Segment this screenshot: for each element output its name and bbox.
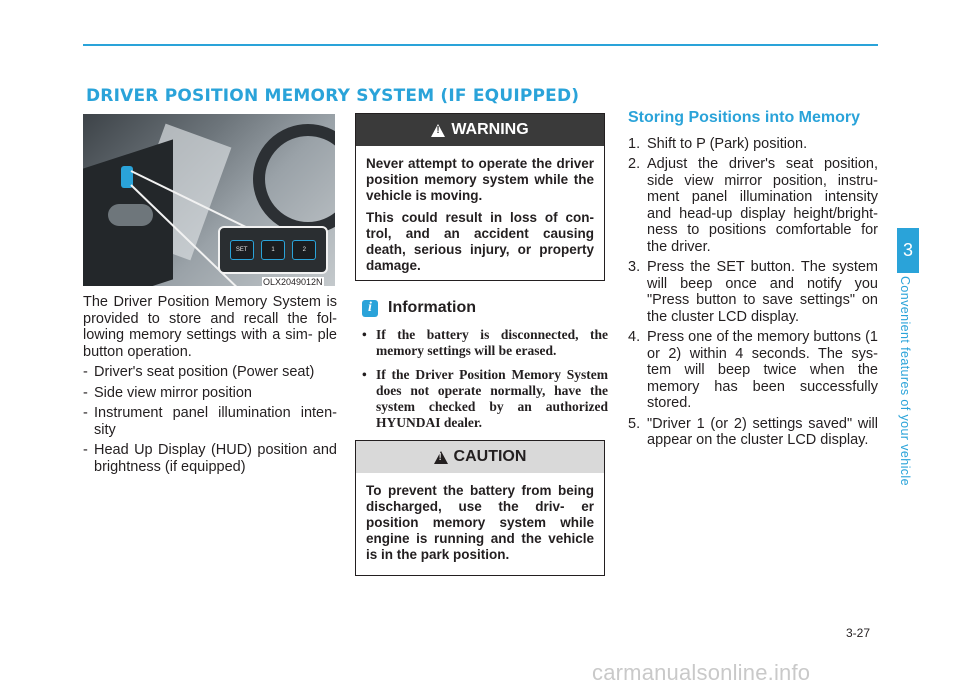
list-item: • If the Driver Position Memory System does not operate normally, have the system checked by an authorized HYUNDAI dealer. — [362, 367, 608, 430]
information-section — [362, 299, 608, 439]
memory-button-callout — [218, 226, 328, 274]
step-item: 1. Shift to P (Park) position. — [628, 135, 808, 152]
warning-box — [355, 113, 605, 281]
information-header — [362, 299, 608, 317]
list-item: - Driver's seat position (Power seat) — [83, 364, 315, 380]
step-item: 5. "Driver 1 (or 2) settings saved" will appear on the cluster LCD display. — [628, 415, 878, 448]
intro-section — [83, 294, 337, 479]
chapter-tab[interactable]: 3 — [897, 228, 919, 273]
caution-icon: ! — [434, 451, 448, 464]
page-number: 3-27 — [846, 626, 871, 640]
caution-title: CAUTION — [453, 448, 527, 465]
top-rule — [83, 44, 878, 46]
caution-paragraph: To prevent the battery from being discharged, use the driv- er position memory system while engine is running and the vehicle is in the park position. — [366, 483, 594, 562]
information-title: Information — [388, 299, 476, 316]
watermark: carmanualsonline.info — [592, 660, 811, 685]
warning-icon: ! — [431, 124, 445, 137]
list-item: • If the battery is disconnected, the memory settings will be erased. — [362, 327, 608, 358]
set-button-illustration: SET — [230, 240, 254, 260]
warning-paragraph: This could result in loss of con- trol, and an accident causing death, serious injury, or property damage. — [366, 210, 594, 273]
warning-body — [356, 146, 604, 288]
figure-code: OLX2049012N — [263, 277, 323, 287]
step-item: 4. Press one of the memory buttons (1 or 2) within 4 seconds. The sys- tem will beep twice when the memory has been successfully stored. — [628, 329, 878, 411]
list-item: - Instrument panel illumination inten- sity — [83, 405, 337, 438]
step-item: 3. Press the SET button. The system will beep once and notify you "Press button to save settings" on the cluster LCD display. — [628, 259, 878, 325]
door-handle — [108, 204, 153, 226]
memory-2-button-illustration: 2 — [292, 240, 316, 260]
intro-paragraph: The Driver Position Memory System is provided to store and recall the fol- lowing memory settings with a sim- ple button operation. — [83, 294, 337, 360]
storing-section — [628, 110, 878, 453]
caution-body — [356, 473, 604, 577]
storing-steps — [628, 136, 878, 449]
section-title: DRIVER POSITION MEMORY SYSTEM (IF EQUIPPED) — [86, 86, 580, 106]
warning-title: WARNING — [451, 121, 529, 138]
memory-1-button-illustration: 1 — [261, 240, 285, 260]
list-item: - Head Up Display (HUD) position and brightness (if equipped) — [83, 442, 337, 475]
list-item: - Side view mirror position — [83, 384, 252, 401]
info-icon: i — [362, 300, 378, 317]
caution-header — [356, 441, 604, 473]
step-item: 2. Adjust the driver's seat position, side view mirror position, instru- ment panel illumination intensity and head-up display height/bright- ness to positions comfortable for the driver. — [628, 156, 878, 255]
caution-box — [355, 440, 605, 576]
storing-heading: Storing Positions into Memory — [628, 109, 861, 126]
chapter-label: Convenient features of your vehicle — [898, 276, 912, 486]
memory-buttons-photo — [83, 114, 335, 286]
information-list — [362, 327, 608, 431]
warning-header — [356, 114, 604, 146]
warning-paragraph: Never attempt to operate the driver position memory system while the vehicle is moving. — [366, 156, 594, 203]
steering-wheel — [253, 124, 335, 234]
memory-settings-list — [83, 364, 337, 475]
